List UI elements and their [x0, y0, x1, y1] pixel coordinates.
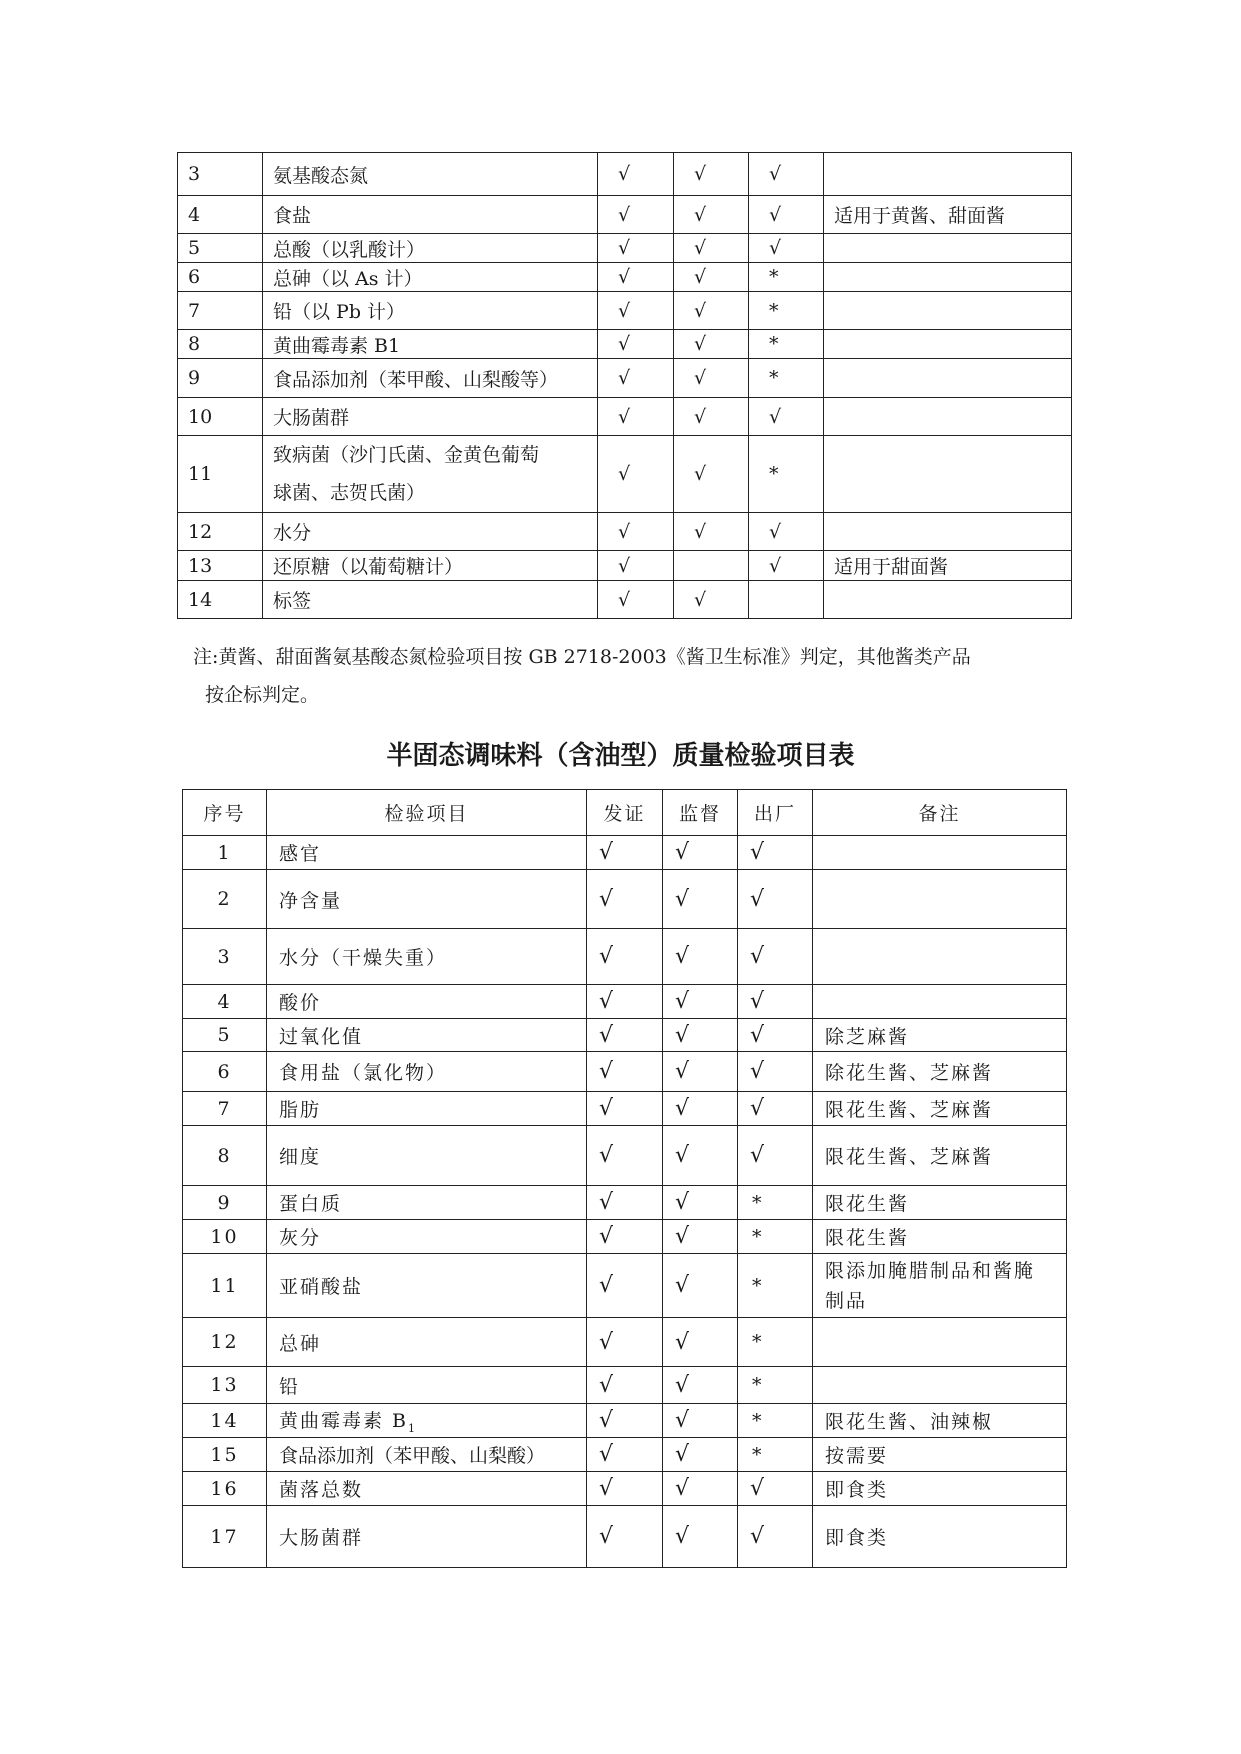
row-number: 11 — [178, 436, 263, 513]
check-factory: √ — [738, 1126, 813, 1186]
table-row — [183, 1472, 1067, 1506]
item-name: 脂肪 — [267, 1092, 587, 1126]
check-factory: √ — [738, 1019, 813, 1052]
header-item: 检验项目 — [267, 790, 587, 836]
check-factory: * — [738, 1220, 813, 1254]
row-number: 12 — [178, 513, 263, 551]
check-supervision: √ — [663, 1019, 738, 1052]
row-number: 15 — [183, 1438, 267, 1472]
item-name — [267, 1404, 587, 1438]
table-row — [178, 398, 1072, 436]
table-header-row — [183, 790, 1067, 836]
row-number: 2 — [183, 870, 267, 929]
item-name: 亚硝酸盐 — [267, 1254, 587, 1318]
check-license: √ — [598, 398, 674, 436]
remark — [824, 234, 1072, 263]
row-number: 1 — [183, 836, 267, 870]
check-license: √ — [587, 1404, 663, 1438]
check-supervision: √ — [674, 292, 749, 330]
item-name: 过氧化值 — [267, 1019, 587, 1052]
row-number: 10 — [178, 398, 263, 436]
check-factory: * — [749, 436, 824, 513]
check-factory: √ — [738, 836, 813, 870]
remark: 限花生酱、芝麻酱 — [813, 1092, 1067, 1126]
remark: 即食类 — [813, 1472, 1067, 1506]
table-row — [183, 1092, 1067, 1126]
row-number: 9 — [183, 1186, 267, 1220]
check-license: √ — [587, 1254, 663, 1318]
check-license: √ — [587, 929, 663, 985]
sauce-inspection-table-continued — [177, 152, 1072, 619]
table-row — [183, 1052, 1067, 1092]
check-supervision: √ — [663, 870, 738, 929]
check-supervision: √ — [663, 1404, 738, 1438]
row-number: 9 — [178, 359, 263, 398]
row-number: 7 — [178, 292, 263, 330]
check-supervision: √ — [674, 153, 749, 196]
check-factory: * — [738, 1254, 813, 1318]
check-factory: * — [749, 330, 824, 359]
item-name: 菌落总数 — [267, 1472, 587, 1506]
check-factory: √ — [738, 985, 813, 1019]
item-name: 食盐 — [263, 196, 598, 234]
check-supervision: √ — [663, 1318, 738, 1367]
check-license: √ — [598, 292, 674, 330]
table-row — [183, 1019, 1067, 1052]
remark — [824, 263, 1072, 292]
table-row — [178, 196, 1072, 234]
header-supervision: 监督 — [663, 790, 738, 836]
remark — [813, 836, 1067, 870]
table-footnote — [193, 638, 1073, 714]
check-license: √ — [587, 1472, 663, 1506]
item-name: 铅（以 Pb 计） — [263, 292, 598, 330]
table-row — [183, 1438, 1067, 1472]
check-factory: √ — [749, 551, 824, 581]
check-supervision: √ — [663, 1438, 738, 1472]
check-license: √ — [587, 1506, 663, 1568]
remark: 限花生酱、油辣椒 — [813, 1404, 1067, 1438]
check-factory: √ — [749, 153, 824, 196]
check-factory: * — [738, 1367, 813, 1404]
check-factory: * — [738, 1404, 813, 1438]
table-row — [183, 1318, 1067, 1367]
remark: 即食类 — [813, 1506, 1067, 1568]
table-row — [183, 1126, 1067, 1186]
remark: 除芝麻酱 — [813, 1019, 1067, 1052]
remark — [824, 153, 1072, 196]
check-supervision: √ — [663, 1052, 738, 1092]
check-supervision: √ — [674, 263, 749, 292]
remark — [824, 581, 1072, 619]
table-row — [178, 551, 1072, 581]
row-number: 11 — [183, 1254, 267, 1318]
check-license: √ — [598, 263, 674, 292]
check-factory: * — [738, 1318, 813, 1367]
check-supervision: √ — [663, 1220, 738, 1254]
remark — [813, 870, 1067, 929]
check-license: √ — [587, 1052, 663, 1092]
remark — [824, 292, 1072, 330]
check-license: √ — [598, 359, 674, 398]
table-row — [178, 234, 1072, 263]
check-factory: √ — [738, 1092, 813, 1126]
table-row — [178, 263, 1072, 292]
table-row — [178, 359, 1072, 398]
remark: 限花生酱、芝麻酱 — [813, 1126, 1067, 1186]
row-number: 6 — [183, 1052, 267, 1092]
table-row — [183, 1254, 1067, 1318]
check-factory: √ — [738, 870, 813, 929]
table-row — [178, 292, 1072, 330]
row-number: 7 — [183, 1092, 267, 1126]
table-row — [178, 330, 1072, 359]
remark — [824, 436, 1072, 513]
check-supervision: √ — [674, 581, 749, 619]
check-license: √ — [587, 1220, 663, 1254]
table-row — [183, 1220, 1067, 1254]
row-number: 13 — [178, 551, 263, 581]
check-factory: √ — [749, 234, 824, 263]
check-factory: * — [738, 1438, 813, 1472]
header-license: 发证 — [587, 790, 663, 836]
check-factory — [749, 581, 824, 619]
row-number: 4 — [178, 196, 263, 234]
item-name: 黄曲霉毒素 B1 — [263, 330, 598, 359]
check-supervision: √ — [663, 1367, 738, 1404]
check-supervision: √ — [674, 436, 749, 513]
check-supervision: √ — [663, 1506, 738, 1568]
check-supervision: √ — [663, 985, 738, 1019]
header-number: 序号 — [183, 790, 267, 836]
check-factory: √ — [749, 513, 824, 551]
remark-line1: 限添加腌腊制品和酱腌 — [825, 1259, 1036, 1282]
row-number: 16 — [183, 1472, 267, 1506]
row-number: 5 — [183, 1019, 267, 1052]
footnote-line-1: 注:黄酱、甜面酱氨基酸态氮检验项目按 GB 2718-2003《酱卫生标准》判定，其他酱类产品 — [193, 646, 971, 668]
check-factory: √ — [738, 1506, 813, 1568]
item-name: 酸价 — [267, 985, 587, 1019]
item-name: 感官 — [267, 836, 587, 870]
remark — [813, 929, 1067, 985]
row-number: 10 — [183, 1220, 267, 1254]
check-supervision: √ — [663, 1254, 738, 1318]
row-number: 14 — [178, 581, 263, 619]
check-supervision: √ — [674, 398, 749, 436]
table-row — [183, 985, 1067, 1019]
check-license: √ — [587, 1019, 663, 1052]
check-supervision: √ — [674, 359, 749, 398]
remark: 限花生酱 — [813, 1186, 1067, 1220]
remark — [813, 1318, 1067, 1367]
item-name: 蛋白质 — [267, 1186, 587, 1220]
check-supervision — [674, 551, 749, 581]
item-name: 铅 — [267, 1367, 587, 1404]
section-title: 半固态调味料（含油型）质量检验项目表 — [386, 741, 855, 771]
check-license: √ — [587, 985, 663, 1019]
remark — [813, 985, 1067, 1019]
check-license: √ — [598, 581, 674, 619]
table-row — [183, 1367, 1067, 1404]
check-license: √ — [598, 234, 674, 263]
item-name-line2: 球菌、志贺氏菌） — [273, 482, 426, 504]
check-factory: √ — [738, 1052, 813, 1092]
item-name-subscript: 1 — [408, 1421, 418, 1435]
check-supervision: √ — [674, 234, 749, 263]
table-row — [183, 929, 1067, 985]
item-name — [263, 436, 598, 513]
row-number: 14 — [183, 1404, 267, 1438]
item-name: 净含量 — [267, 870, 587, 929]
check-license: √ — [587, 1186, 663, 1220]
table-row — [178, 436, 1072, 513]
check-supervision: √ — [674, 196, 749, 234]
check-factory: √ — [738, 1472, 813, 1506]
check-license: √ — [587, 1438, 663, 1472]
remark: 适用于黄酱、甜面酱 — [824, 196, 1072, 234]
footnote-line-2: 按企标判定。 — [205, 684, 320, 706]
item-name: 灰分 — [267, 1220, 587, 1254]
check-supervision: √ — [663, 1472, 738, 1506]
item-name: 水分 — [263, 513, 598, 551]
check-license: √ — [587, 1092, 663, 1126]
check-supervision: √ — [663, 1092, 738, 1126]
check-license: √ — [587, 1318, 663, 1367]
table-row — [178, 513, 1072, 551]
remark — [824, 398, 1072, 436]
row-number: 17 — [183, 1506, 267, 1568]
item-name: 大肠菌群 — [267, 1506, 587, 1568]
remark — [824, 330, 1072, 359]
remark — [824, 359, 1072, 398]
item-name: 细度 — [267, 1126, 587, 1186]
check-license: √ — [587, 1367, 663, 1404]
item-name: 标签 — [263, 581, 598, 619]
row-number: 6 — [178, 263, 263, 292]
item-name: 食品添加剂（苯甲酸、山梨酸） — [267, 1438, 587, 1472]
item-name-line1: 致病菌（沙门氏菌、金黄色葡萄 — [273, 444, 540, 466]
check-license: √ — [587, 870, 663, 929]
check-factory: * — [749, 292, 824, 330]
semi-solid-seasoning-inspection-table — [182, 789, 1067, 1568]
row-number: 3 — [183, 929, 267, 985]
item-name: 总砷（以 As 计） — [263, 263, 598, 292]
row-number: 12 — [183, 1318, 267, 1367]
check-license: √ — [598, 330, 674, 359]
check-factory: √ — [749, 398, 824, 436]
table-row — [183, 1404, 1067, 1438]
row-number: 8 — [183, 1126, 267, 1186]
check-factory: * — [749, 263, 824, 292]
remark: 按需要 — [813, 1438, 1067, 1472]
row-number: 8 — [178, 330, 263, 359]
check-license: √ — [598, 196, 674, 234]
remark-line2: 制品 — [825, 1289, 868, 1312]
check-license: √ — [598, 436, 674, 513]
table-row — [178, 153, 1072, 196]
row-number: 5 — [178, 234, 263, 263]
check-supervision: √ — [674, 513, 749, 551]
remark — [813, 1367, 1067, 1404]
check-supervision: √ — [674, 330, 749, 359]
item-name: 总砷 — [267, 1318, 587, 1367]
check-license: √ — [598, 513, 674, 551]
header-remark: 备注 — [813, 790, 1067, 836]
table-row — [183, 836, 1067, 870]
check-license: √ — [587, 836, 663, 870]
item-name-text: 黄曲霉毒素 B — [279, 1410, 409, 1433]
remark: 除花生酱、芝麻酱 — [813, 1052, 1067, 1092]
table-row — [178, 581, 1072, 619]
item-name: 食用盐（氯化物） — [267, 1052, 587, 1092]
check-factory: * — [749, 359, 824, 398]
item-name: 食品添加剂（苯甲酸、山梨酸等） — [263, 359, 598, 398]
table-row — [183, 1506, 1067, 1568]
remark: 适用于甜面酱 — [824, 551, 1072, 581]
item-name: 氨基酸态氮 — [263, 153, 598, 196]
remark — [824, 513, 1072, 551]
item-name: 大肠菌群 — [263, 398, 598, 436]
check-supervision: √ — [663, 1186, 738, 1220]
check-supervision: √ — [663, 836, 738, 870]
table-row — [183, 1186, 1067, 1220]
remark: 限花生酱 — [813, 1220, 1067, 1254]
row-number: 4 — [183, 985, 267, 1019]
check-factory: * — [738, 1186, 813, 1220]
table-row — [183, 870, 1067, 929]
check-license: √ — [587, 1126, 663, 1186]
check-license: √ — [598, 153, 674, 196]
check-factory: √ — [738, 929, 813, 985]
remark — [813, 1254, 1067, 1318]
item-name: 还原糖（以葡萄糖计） — [263, 551, 598, 581]
row-number: 13 — [183, 1367, 267, 1404]
check-supervision: √ — [663, 929, 738, 985]
check-license: √ — [598, 551, 674, 581]
check-factory: √ — [749, 196, 824, 234]
item-name: 水分（干燥失重） — [267, 929, 587, 985]
check-supervision: √ — [663, 1126, 738, 1186]
header-factory: 出厂 — [738, 790, 813, 836]
row-number: 3 — [178, 153, 263, 196]
item-name: 总酸（以乳酸计） — [263, 234, 598, 263]
